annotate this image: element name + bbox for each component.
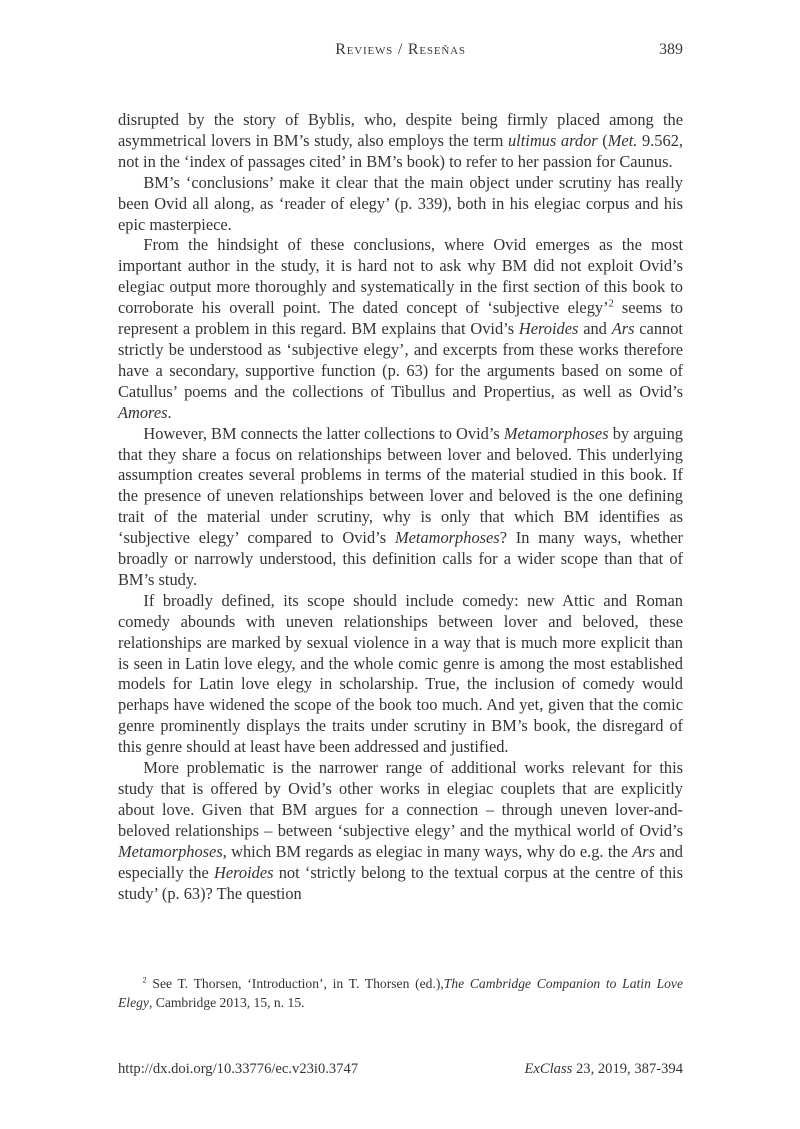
italic-text-run: ExClass bbox=[524, 1061, 573, 1077]
italic-text-run: Metamorphoses bbox=[394, 528, 500, 548]
running-head-title: Reviews / Reseñas bbox=[335, 41, 466, 58]
paragraph bbox=[118, 110, 683, 173]
text-run: disrupted by the story of Byblis, who, despite being firmly placed among the asymmetrical lovers in BM’s study, also employs the term bbox=[118, 110, 683, 150]
text-run: seems to represent a problem in this regard. BM explains that Ovid’s bbox=[118, 298, 683, 339]
text-run: . bbox=[167, 402, 172, 422]
doi-link[interactable]: http://dx.doi.org/10.33776/ec.v23i0.3747 bbox=[118, 1061, 359, 1077]
text-run: ( bbox=[597, 130, 608, 150]
paragraph bbox=[118, 591, 683, 758]
paragraph bbox=[118, 758, 683, 904]
text-run: If broadly defined, its scope should include comedy: new Attic and Roman comedy abounds with uneven relationships between lover and beloved, these relationships are marked by sexual violence in a way that is much more explicit than is seen in Latin love elegy, and the whole comic genre is among the most established models for Latin love elegy in scholarship. True, the inclusion of comedy would perhaps have widened the scope of the book too much. And yet, given that the comic genre prominently displays the traits under scrutiny in BM’s book, the disregard of this genre should at least have been addressed and justified. bbox=[118, 590, 683, 757]
text-run: From the hindsight of these conclusions, where Ovid emerges as the most important author in the study, it is hard not to ask why BM did not exploit Ovid’s elegiac output more thoroughly and systematically in the first section of this book to corroborate his overall point. The dated concept of ‘subjective elegy’ bbox=[118, 235, 683, 318]
text-run: and bbox=[578, 319, 612, 339]
text-run: by arguing that they share a focus on relationships between lover and beloved. This underlying assumption creates several problems in terms of the material studied in this book. If the presence of uneven relationships between lover and beloved is the one defining trait of the material under scrutiny, why is only that which BM identifies as ‘subjective elegy’ compared to Ovid’s bbox=[118, 423, 683, 548]
text-run: However, BM connects the latter collections to Ovid’s bbox=[143, 423, 504, 443]
paragraph bbox=[118, 235, 683, 423]
italic-text-run: Heroides bbox=[214, 862, 274, 882]
paragraph bbox=[118, 173, 683, 236]
paragraph bbox=[118, 424, 683, 591]
text-run: 23, 2019, 387-394 bbox=[572, 1061, 683, 1077]
italic-text-run: Ars bbox=[611, 319, 635, 339]
italic-text-run: Ars bbox=[632, 841, 655, 861]
text-run: , which BM regards as elegiac in many ways, why do e.g. the bbox=[222, 841, 633, 861]
journal-reference bbox=[524, 1061, 683, 1078]
text-run: , Cambridge 2013, 15, n. 15. bbox=[148, 994, 305, 1010]
page-number: 389 bbox=[659, 41, 683, 58]
superscript-marker: 2 bbox=[608, 298, 614, 310]
page-footer bbox=[118, 1061, 683, 1078]
superscript-marker: 2 bbox=[142, 974, 147, 985]
italic-text-run: Met. bbox=[607, 130, 638, 150]
footnote bbox=[118, 975, 683, 1012]
text-run: cannot strictly be understood as ‘subjective elegy’, and excerpts from these works therefore have a secondary, supportive function (p. 63) for the arguments based on some of Catullus’ poems and the collections of Tibullus and Propertius, as well as Ovid’s bbox=[118, 319, 683, 401]
italic-text-run: Amores bbox=[118, 402, 168, 422]
text-run: and especially the bbox=[118, 841, 683, 882]
text-run: See T. Thorsen, ‘Introduction’, in T. Thorsen (ed.), bbox=[146, 976, 444, 991]
text-run: not ‘strictly belong to the textual corpus at the centre of this study’ (p. 63)? The question bbox=[118, 862, 683, 903]
italic-text-run: Heroides bbox=[518, 319, 579, 339]
italic-text-run: ultimus ardor bbox=[507, 130, 598, 150]
footnotes-section bbox=[118, 975, 683, 1012]
text-run: More problematic is the narrower range of additional works relevant for this study that is offered by Ovid’s other works in elegiac couplets that are explicitly about love. Given that BM argues for a connection – through uneven lover-and-beloved relationships – between ‘subjective elegy’ and the mythical world of Ovid’s bbox=[118, 758, 683, 840]
italic-text-run: Metamorphoses bbox=[503, 423, 609, 443]
text-run: BM’s ‘conclusions’ make it clear that the main object under scrutiny has really been Ovid all along, as ‘reader of elegy’ (p. 339), both in his elegiac corpus and his epic masterpiece. bbox=[118, 172, 683, 234]
running-head bbox=[118, 41, 683, 61]
text-run: ? In many ways, whether broadly or narrowly understood, this definition calls for a wider scope than that of BM’s study. bbox=[118, 528, 683, 589]
italic-text-run: Metamorphoses bbox=[118, 841, 223, 861]
italic-text-run: The Cambridge Companion to Latin Love Elegy bbox=[118, 976, 684, 1010]
review-body bbox=[118, 110, 683, 904]
text-run: 9.562, not in the ‘index of passages cited’ in BM’s book) to refer to her passion for Caunus. bbox=[118, 130, 683, 171]
